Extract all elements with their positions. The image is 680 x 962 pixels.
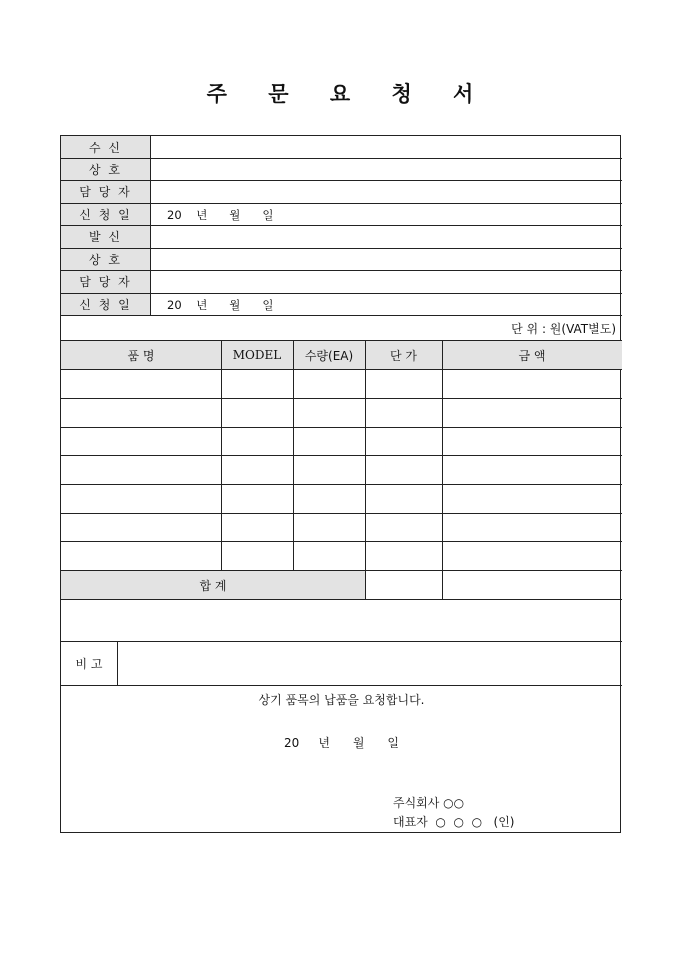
order-request-form [60,135,621,833]
header-quantity: 수량(EA) [304,348,354,363]
info-value-sender-date[interactable]: 20 년 월 일 [167,298,274,312]
info-label-request-date: 신 청 일 [79,207,132,222]
blank-row [61,600,622,641]
footer-date: 20 년 월 일 [284,736,399,750]
table-row[interactable] [61,398,622,427]
table-row[interactable] [61,427,622,455]
table-row[interactable] [61,369,622,398]
table-row[interactable] [61,541,622,570]
remarks-field[interactable] [118,642,622,685]
remarks-label: 비 고 [75,657,103,671]
table-row[interactable] [61,513,622,541]
header-model: MODEL [232,348,282,362]
info-label-sender-company: 상 호 [89,252,122,267]
total-amount-cell[interactable] [442,571,622,599]
request-statement: 상기 품목의 납품을 요청합니다. [258,693,425,707]
company-name: 주식회사 ○○ [393,796,465,810]
table-row[interactable] [61,455,622,484]
total-label: 합 계 [199,578,227,593]
info-label-manager: 담 당 자 [79,185,132,199]
info-label-sender: 발 신 [89,230,122,244]
info-value-request-date[interactable]: 20 년 월 일 [167,208,274,222]
header-unit-price: 단 가 [390,348,417,363]
info-label-sender-date: 신 청 일 [79,297,132,312]
total-unit-price-cell[interactable] [365,571,442,599]
table-row[interactable] [61,484,622,513]
info-label-recipient: 수 신 [89,140,122,155]
info-label-sender-manager: 담 당 자 [79,275,132,289]
unit-note: 단 위 : 원(VAT별도) [511,322,616,336]
header-amount: 금 액 [518,348,546,363]
document-title: 주 문 요 청 서 [206,81,491,106]
header-item-name: 품 명 [127,348,155,363]
info-label-company: 상 호 [89,162,122,177]
representative-name: 대표자 ○ ○ ○ (인) [393,815,515,829]
